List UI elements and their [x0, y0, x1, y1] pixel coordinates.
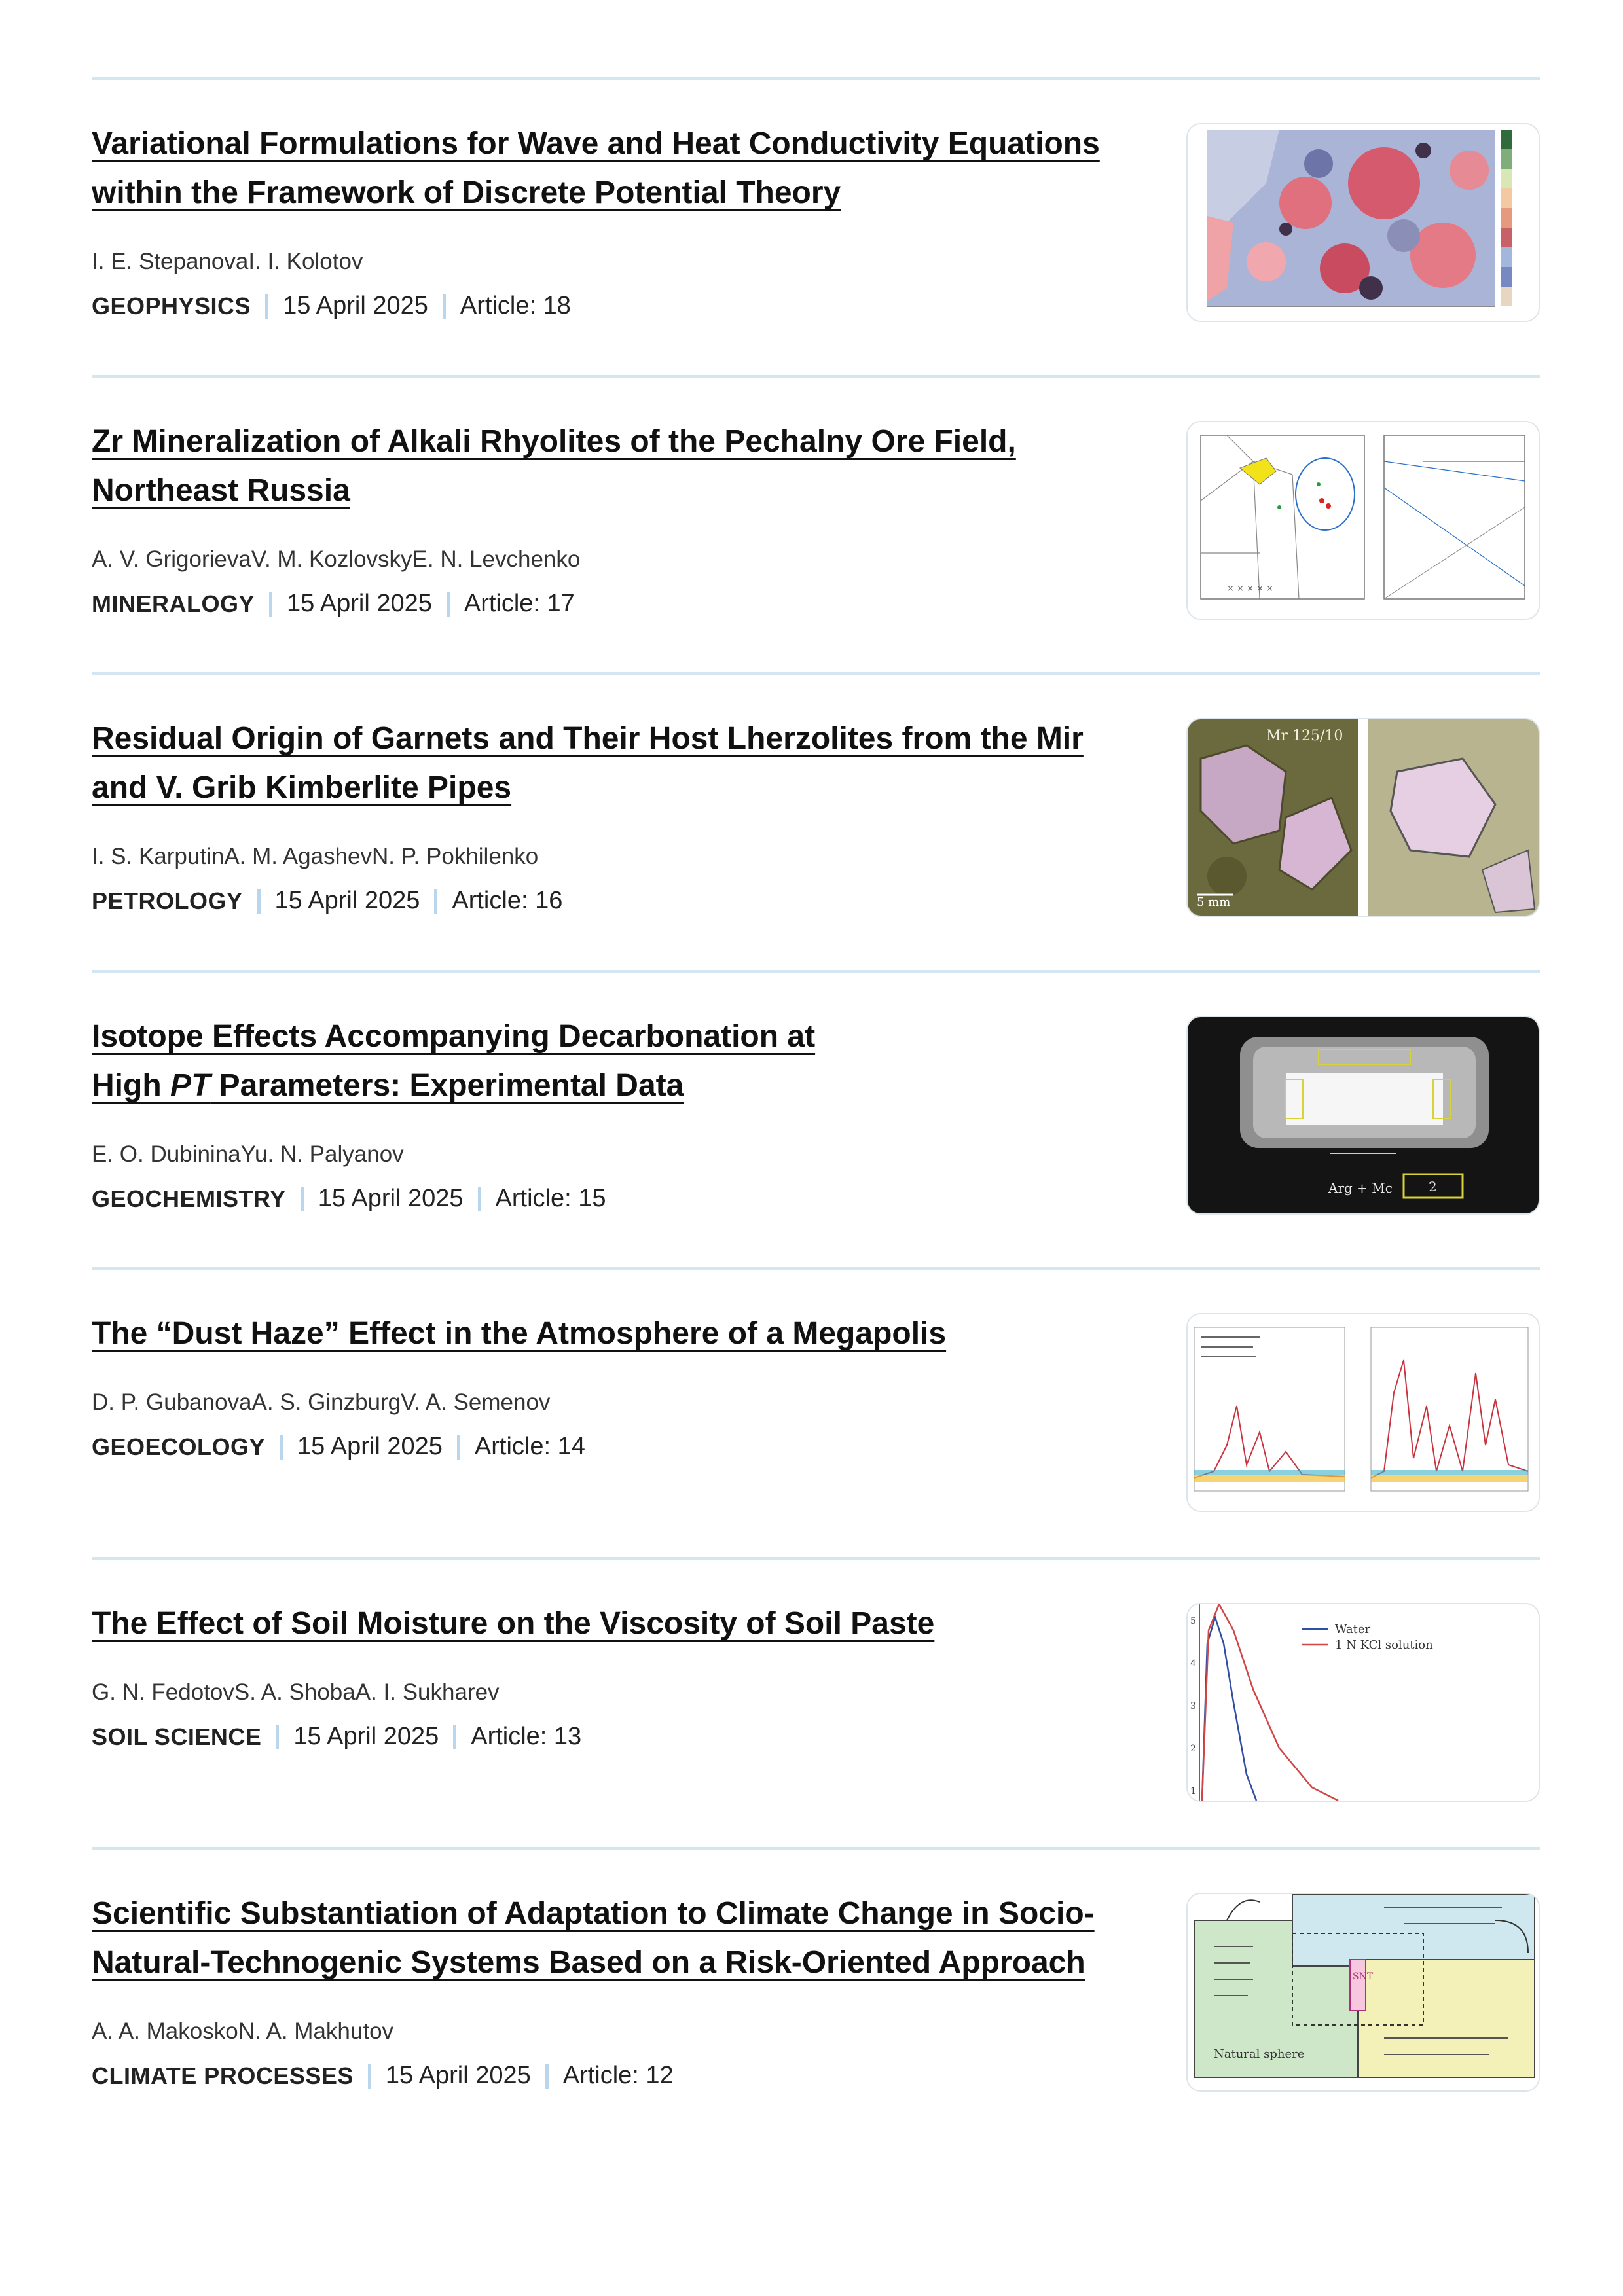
article-item [92, 1868, 1540, 2089]
article-meta [92, 292, 571, 320]
meta-separator [545, 2064, 549, 2089]
micrograph-thumbnail[interactable] [1186, 718, 1540, 917]
meta-separator [447, 592, 450, 617]
article-meta [92, 887, 562, 915]
meta-separator [434, 889, 437, 914]
article-item [92, 991, 1540, 1212]
divider [92, 77, 1540, 80]
subject-link[interactable]: PETROLOGY [92, 887, 243, 914]
article-meta [92, 590, 575, 618]
article-title-link[interactable]: Variational Formulations for Wave and Heat Conductivity Equations within the Framework of Discrete Potential Theory [92, 126, 1100, 210]
meta-separator [457, 1435, 460, 1460]
subject-link[interactable]: GEOECOLOGY [92, 1433, 266, 1460]
article-title-link[interactable]: Residual Origin of Garnets and Their Host Lherzolites from the Mir and V. Grib Kimberlite Pipes [92, 721, 1084, 805]
meta-separator [368, 2064, 371, 2089]
system-diagram-thumbnail[interactable] [1186, 1893, 1540, 2092]
subject-link[interactable]: CLIMATE PROCESSES [92, 2062, 354, 2089]
article-number: Article: 16 [452, 887, 563, 914]
article-authors: G. N. FedotovS. A. ShobaA. I. Sukharev [92, 1679, 500, 1705]
article-title-link[interactable]: The “Dust Haze” Effect in the Atmosphere of a Megapolis [92, 1316, 947, 1351]
article-item [92, 396, 1540, 617]
svg-text:1: 1 [1190, 1786, 1196, 1797]
article-number: Article: 15 [495, 1185, 606, 1212]
time-series-thumbnail[interactable] [1186, 1313, 1540, 1512]
geophysical-map-thumbnail[interactable] [1186, 123, 1540, 322]
publication-date: 15 April 2025 [385, 2062, 531, 2089]
thumb-natural-sphere-label: Natural sphere [1214, 2047, 1305, 2061]
article-authors: A. V. GrigorievaV. M. KozlovskyE. N. Levchenko [92, 547, 581, 572]
publication-date: 15 April 2025 [287, 590, 432, 617]
publication-date: 15 April 2025 [283, 292, 428, 319]
article-item [92, 693, 1540, 914]
article-meta [92, 1723, 581, 1751]
thumb-phase-label: Arg + Mc [1328, 1180, 1393, 1196]
divider [92, 1847, 1540, 1850]
viscosity-curve-thumbnail[interactable] [1186, 1603, 1540, 1802]
thumb-sample-label: Mr 125/10 [1266, 728, 1343, 744]
article-number: Article: 13 [471, 1723, 582, 1750]
article-authors: D. P. GubanovaA. S. GinzburgV. A. Semenov [92, 1390, 551, 1415]
article-meta [92, 2062, 674, 2090]
meta-separator [257, 889, 261, 914]
article-item [92, 1288, 1540, 1498]
article-number: Article: 17 [464, 590, 575, 617]
article-authors: E. O. DubininaYu. N. Palyanov [92, 1141, 404, 1167]
publication-date: 15 April 2025 [318, 1185, 464, 1212]
svg-text:× × × × ×: × × × × × [1227, 584, 1273, 594]
legend-water: Water [1335, 1623, 1371, 1636]
article-item [92, 98, 1540, 319]
article-authors: I. E. StepanovaI. I. Kolotov [92, 249, 363, 274]
meta-separator [276, 1725, 279, 1749]
legend-kcl: 1 N KCl solution [1335, 1638, 1433, 1652]
meta-separator [269, 592, 272, 617]
subject-link[interactable]: GEOPHYSICS [92, 292, 251, 319]
thumb-index-label: 2 [1429, 1179, 1437, 1194]
article-title-link[interactable]: Scientific Substantiation of Adaptation to Climate Change in Socio- Natural-Technogenic Systems Based on a Risk-Oriented Approach [92, 1896, 1095, 1980]
publication-date: 15 April 2025 [297, 1433, 443, 1460]
article-item [92, 1578, 1540, 1797]
subject-link[interactable]: MINERALOGY [92, 590, 255, 617]
article-number: Article: 14 [474, 1433, 585, 1460]
thumb-scale-label: 5 mm [1197, 895, 1231, 909]
svg-text:2: 2 [1190, 1744, 1196, 1754]
article-meta [92, 1433, 585, 1461]
publication-date: 15 April 2025 [293, 1723, 439, 1750]
subject-link[interactable]: GEOCHEMISTRY [92, 1185, 286, 1212]
classification-diagram-thumbnail[interactable] [1186, 421, 1540, 620]
subject-link[interactable]: SOIL SCIENCE [92, 1723, 262, 1750]
svg-text:3: 3 [1190, 1701, 1196, 1712]
divider [92, 1267, 1540, 1270]
article-title-link[interactable]: Isotope Effects Accompanying Decarbonation at High PT Parameters: Experimental Data [92, 1019, 816, 1103]
experimental-cell-thumbnail[interactable] [1186, 1016, 1540, 1215]
publication-date: 15 April 2025 [274, 887, 420, 914]
divider [92, 672, 1540, 675]
svg-text:4: 4 [1190, 1659, 1196, 1669]
svg-text:5: 5 [1190, 1616, 1196, 1626]
thumb-snt-label: SNT [1353, 1971, 1374, 1982]
meta-separator [301, 1187, 304, 1211]
article-number: Article: 18 [460, 292, 571, 319]
article-authors: I. S. KarputinA. M. AgashevN. P. Pokhilenko [92, 844, 539, 869]
divider [92, 970, 1540, 973]
article-title-link[interactable]: Zr Mineralization of Alkali Rhyolites of the Pechalny Ore Field, Northeast Russia [92, 424, 1016, 508]
meta-separator [280, 1435, 283, 1460]
article-number: Article: 12 [562, 2062, 674, 2089]
meta-separator [478, 1187, 481, 1211]
meta-separator [265, 294, 268, 319]
article-title-link[interactable]: The Effect of Soil Moisture on the Viscosity of Soil Paste [92, 1606, 935, 1641]
divider [92, 1557, 1540, 1560]
article-authors: A. A. MakoskoN. A. Makhutov [92, 2018, 394, 2044]
divider [92, 375, 1540, 378]
meta-separator [453, 1725, 456, 1749]
meta-separator [443, 294, 446, 319]
article-meta [92, 1185, 606, 1213]
